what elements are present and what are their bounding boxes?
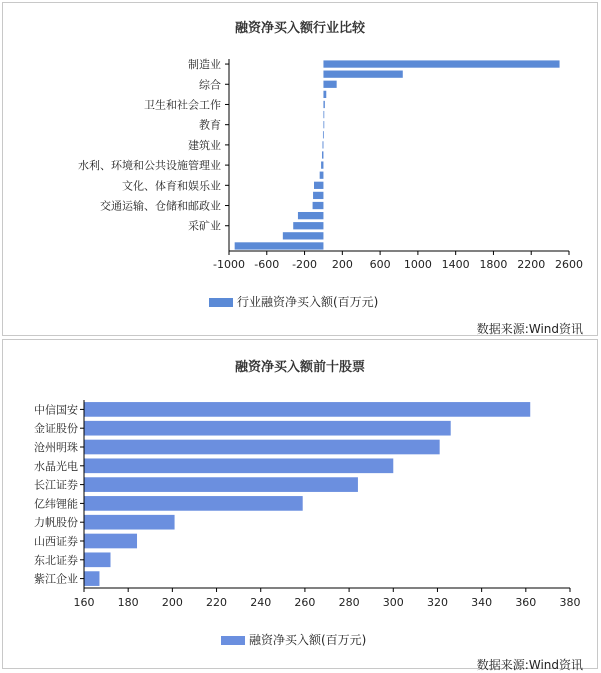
- x-tick-label: 300: [382, 596, 404, 609]
- bar: [84, 440, 440, 455]
- legend-swatch: [209, 298, 233, 307]
- x-tick-label: 380: [559, 596, 581, 609]
- x-tick-label: 240: [250, 596, 272, 609]
- bar: [323, 71, 402, 78]
- bar: [84, 496, 303, 511]
- bar: [84, 477, 358, 492]
- bar: [84, 402, 530, 417]
- chart-1-legend: [209, 293, 378, 310]
- bar: [314, 182, 323, 189]
- bar: [323, 141, 324, 148]
- y-tick-label: 东北证券: [34, 553, 78, 567]
- bar: [323, 101, 324, 108]
- x-tick-label: 200: [161, 596, 183, 609]
- bar: [323, 91, 326, 98]
- bar: [322, 151, 323, 158]
- x-tick-label: -1000: [213, 258, 245, 271]
- y-tick-label: 亿纬锂能: [34, 497, 78, 511]
- chart-2-legend: [221, 631, 366, 648]
- x-tick-label: 1400: [441, 258, 470, 271]
- x-tick-label: 320: [426, 596, 448, 609]
- x-tick-label: -600: [254, 258, 280, 271]
- y-tick-label: 中信国安: [34, 403, 78, 417]
- y-tick-label: 山西证券: [34, 535, 78, 548]
- y-tick-label: 沧州明珠: [34, 441, 78, 454]
- y-tick-label: 卫生和社会工作: [144, 98, 221, 112]
- x-tick-label: 2600: [555, 258, 583, 271]
- chart-1-source: 数据来源:Wind资讯: [476, 322, 583, 336]
- bar: [84, 421, 451, 436]
- bar: [84, 571, 99, 586]
- x-tick-label: 220: [206, 596, 228, 609]
- y-tick-label: 交通运输、仓储和邮政业: [100, 199, 221, 213]
- x-tick-label: 340: [471, 596, 493, 609]
- top10-bar-chart: [3, 388, 597, 628]
- x-tick-label: 360: [515, 596, 537, 609]
- x-tick-label: -200: [292, 258, 318, 271]
- y-tick-label: 综合: [199, 78, 221, 92]
- bar: [283, 232, 324, 239]
- y-tick-label: 长江证券: [34, 478, 78, 492]
- bar: [235, 242, 324, 249]
- industry-chart-panel: [2, 2, 598, 336]
- chart-2-title: 融资净买入额前十股票: [234, 360, 365, 375]
- bar: [323, 111, 324, 118]
- x-tick-label: 1800: [479, 258, 508, 271]
- x-tick-label: 180: [117, 596, 139, 609]
- y-tick-label: 制造业: [188, 58, 221, 72]
- chart-2-legend-label: 融资净买入额(百万元): [249, 633, 367, 647]
- y-tick-label: 文化、体育和娱乐业: [122, 179, 221, 193]
- y-tick-label: 水晶光电: [34, 459, 78, 473]
- y-tick-label: 教育: [199, 118, 221, 132]
- bar: [293, 222, 323, 229]
- bar: [323, 60, 559, 67]
- bar: [84, 534, 137, 549]
- y-tick-label: 金证股份: [34, 422, 78, 436]
- bar: [84, 515, 175, 530]
- industry-bar-chart: [3, 47, 597, 309]
- x-tick-label: 200: [331, 258, 353, 271]
- bar: [320, 172, 324, 179]
- legend-swatch: [221, 636, 245, 645]
- bar: [323, 81, 336, 88]
- chart-1-title: 融资净买入额行业比较: [234, 21, 365, 36]
- x-tick-label: 2200: [517, 258, 546, 271]
- bar: [313, 202, 324, 209]
- x-tick-label: 280: [338, 596, 360, 609]
- y-tick-label: 力帆股份: [34, 516, 78, 530]
- x-tick-label: 160: [73, 596, 95, 609]
- x-tick-label: 1000: [403, 258, 432, 271]
- bar: [323, 121, 324, 128]
- bar: [84, 552, 111, 567]
- x-tick-label: 600: [369, 258, 391, 271]
- x-tick-label: 260: [294, 596, 316, 609]
- bar: [84, 458, 393, 473]
- bar: [321, 161, 323, 168]
- chart-2-source: 数据来源:Wind资讯: [476, 658, 583, 672]
- bar: [323, 131, 324, 138]
- y-tick-label: 建筑业: [188, 138, 221, 152]
- y-tick-label: 紫江企业: [34, 572, 78, 586]
- bar: [298, 212, 324, 219]
- chart-1-legend-label: 行业融资净买入额(百万元): [237, 295, 379, 309]
- top10-chart-panel: [2, 339, 598, 672]
- bar: [313, 192, 323, 199]
- y-tick-label: 采矿业: [188, 219, 221, 233]
- y-tick-label: 水利、环境和公共设施管理业: [78, 159, 221, 173]
